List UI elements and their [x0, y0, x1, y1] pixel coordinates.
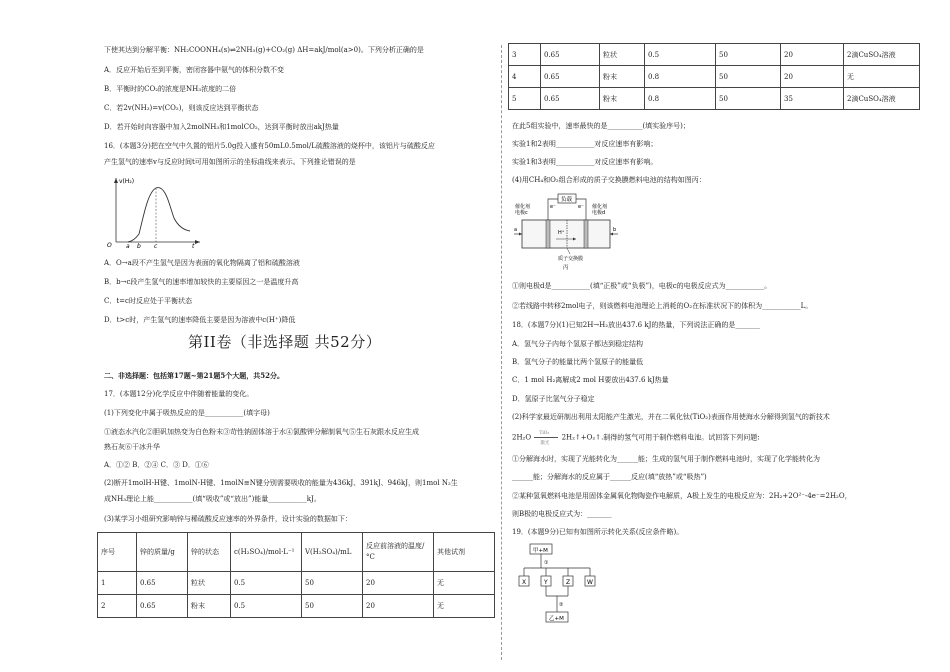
y-axis-arrow: [114, 178, 118, 183]
cell: 无: [844, 66, 920, 88]
fastest-question: 在此5组实验中，速率最快的是__________(填实验序号)；: [512, 122, 690, 130]
q18-part2-sub2b: 则B极的电极反应式为：_______: [512, 510, 612, 518]
cell: 20: [363, 572, 434, 595]
node-z-label: Z: [566, 579, 571, 586]
cell: 35: [781, 88, 844, 110]
water-split-equation: [512, 431, 760, 446]
q18-option-d: D．氢原子比氢气分子稳定: [512, 395, 595, 403]
diagram-caption: 丙: [563, 265, 569, 271]
cell: 50: [302, 572, 363, 595]
q17-part3: (3)某学习小组研究影响锌与稀硫酸反应速率的外界条件，设计实验的数据如下：: [104, 515, 352, 523]
q15-option-a: A．反应开始后至到平衡，密闭容器中氨气的体积分数不变: [104, 66, 285, 74]
electrode-d: [584, 220, 588, 248]
cell: 50: [716, 66, 781, 88]
electron-right: e⁻: [578, 204, 584, 210]
cell: 粉末: [188, 595, 231, 618]
cell: 20: [781, 66, 844, 88]
node-x-label: X: [522, 579, 527, 586]
q18-part2-sub1a: ①分解海水时，实现了光能转化为______能；生成的氢气用于制作燃料电池时，实现了化学能转化为: [512, 455, 820, 463]
cell: 0.65: [541, 66, 600, 88]
eq-products: 2H₂↑+O₂↑.制得的氢气可用于制作燃料电池。试回答下列问题:: [561, 433, 760, 442]
cell: 2滴CuSO₄溶液: [844, 44, 920, 66]
step-2-mark: ②: [559, 602, 564, 608]
q16-option-c: C．t=c时反应处于平衡状态: [104, 297, 192, 305]
left-electrode-label: 电极c: [515, 210, 528, 216]
th-zinc-mass: 锌的质量/g: [137, 533, 188, 572]
electron-left: e⁻: [550, 204, 556, 210]
th-acid-conc: c(H₂SO₄)/mol·L⁻¹: [231, 533, 302, 572]
right-column: [508, 0, 928, 672]
q17-part1-items-2: 熟石灰⑥干冰升华: [104, 443, 160, 451]
q17-part1-items-1: ①液态水汽化②胆矾加热变为白色粉末③苛性钠固体溶于水④氯酸钾分解制氧气⑤生石灰跟水反应生成: [104, 428, 419, 436]
graph-tick-c: c: [154, 243, 158, 248]
cell: 0.5: [231, 595, 302, 618]
exp13-question: 实验1和3表明___________对反应速率有影响。: [512, 158, 658, 166]
cell: 3: [509, 44, 541, 66]
right-catalyst-label: 催化剂: [592, 204, 608, 210]
inlet-a-label: a: [514, 227, 518, 233]
q18-part2-sub2a: ②某种氢氧燃料电池是用固体金属氧化物陶瓷作电解质，A极上发生的电极反应为：2H₂+2O²⁻-4e⁻=2H₂O，: [512, 492, 852, 500]
cell: 20: [363, 595, 434, 618]
cell: 50: [716, 44, 781, 66]
q17-4-sub2: ②若线路中转移2mol电子，则该燃料电池理论上消耗的O₂在标准状况下的体积为___________L。: [512, 302, 813, 310]
q17-stem: 17．(本题12分)化学反应中伴随着能量的变化。: [104, 390, 254, 398]
cell: 无: [434, 595, 495, 618]
q18-option-b: B．氢气分子的能量比两个氢原子的能量低: [512, 358, 644, 366]
eq-catalyst: TiO₂: [539, 431, 550, 436]
q15-intro: 下使其达到分解平衡：NH₂COONH₄(s)⇌2NH₃(g)+CO₂(g) ΔH=akJ/mol(a>0)。下列分析正确的是: [104, 46, 424, 54]
cell: 0.65: [137, 595, 188, 618]
x-axis-arrow: [195, 240, 200, 244]
q15-option-d: D．若开始时向容器中加入2molNH₃和1molCO₂，达到平衡时放出akJ热量: [104, 123, 339, 131]
graph-ylabel: v(H₂): [119, 178, 135, 185]
load-label: 负载: [561, 197, 573, 203]
cell: 0.5: [231, 572, 302, 595]
graph-xlabel: t: [192, 243, 195, 248]
left-catalyst-label: 催化剂: [515, 204, 531, 210]
cell: 20: [781, 44, 844, 66]
q16-stem-1: 16．(本题3分)把在空气中久置的铝片5.0g投入盛有50mL0.5mol/L硫酸溶液的烧杯中，该铝片与硫酸反应: [104, 142, 435, 150]
q18-part2-sub1b: ______能；分解海水的反应属于______反应(填“放热”或“吸热”): [512, 473, 707, 481]
q16-stem-2: 产生氢气的速率v与反应时间t可用如图所示的坐标曲线来表示。下列推论错误的是: [104, 158, 356, 166]
cell: 4: [509, 66, 541, 88]
section-title: 第II卷（非选择题 共52分）: [188, 333, 382, 351]
cell: 0.8: [645, 66, 716, 88]
th-other-reagent: 其他试剂: [434, 533, 495, 572]
table-row: [98, 572, 495, 595]
cell: 0.65: [137, 572, 188, 595]
cell: 粉末: [600, 66, 645, 88]
node-bottom-label: 乙+M: [549, 616, 564, 622]
cell: 0.8: [645, 88, 716, 110]
cell: 50: [716, 88, 781, 110]
step-1-mark: ①: [544, 560, 549, 566]
node-y-label: Y: [544, 579, 548, 586]
eq-condition: 激光: [540, 441, 550, 446]
cell: 1: [98, 572, 137, 595]
cell: 0.5: [645, 44, 716, 66]
cell: 0.65: [541, 44, 600, 66]
q17-part1: (1)下列变化中属于吸热反应的是___________(填字母): [104, 409, 270, 417]
node-w-label: W: [587, 579, 593, 586]
q17-part2-1: (2)断开1molH-H键、1molN-H键、1molN≡N键分别需要吸收的能量为436kJ、391kJ、946kJ，则1mol N₂生: [104, 479, 458, 487]
eq-reactant: 2H₂O: [512, 433, 532, 442]
q18-option-c: C．1 mol H₂离解成2 mol H要放出437.6 kJ热量: [512, 376, 669, 384]
cell: 粒状: [188, 572, 231, 595]
right-electrode-label: 电极d: [592, 210, 606, 216]
q18-stem: 18．(本题7分)(1)已知2H→H₂放出437.6 kJ的热量，下列说法正确的是_______: [512, 321, 760, 329]
q16-option-b: B．b→c段产生氢气的速率增加较快的主要原因之一是温度升高: [104, 278, 299, 286]
q17-4-sub1: ①则电极d是___________(填“正极”或“负极”)，电极c的电极反应式为___________。: [512, 282, 772, 290]
th-index: 序号: [98, 533, 137, 572]
membrane-label: 质子交换膜: [558, 256, 584, 262]
eq-arrow: [533, 431, 559, 446]
th-acid-volume: V(H₂SO₄)/mL: [302, 533, 363, 572]
section-note: 二、非选择题：包括第17题~第21题5个大题，共52分。: [104, 371, 284, 380]
cell: 5: [509, 88, 541, 110]
cell-body: [522, 220, 610, 248]
graph-tick-a: a: [126, 243, 130, 248]
th-temperature: 反应前溶液的温度/°C: [363, 533, 434, 572]
q19-stem: 19．(本题9分)已知有如图所示转化关系(反应条件略)。: [512, 528, 684, 536]
cell: 2滴CuSO₄溶液: [844, 88, 920, 110]
q16-option-a: A．O→a段不产生氢气是因为表面的氧化物隔离了铝和硫酸溶液: [104, 259, 300, 267]
q17-part2-2: 成NH₃理论上能___________(填“吸收”或“放出”)能量___________kJ。: [104, 495, 321, 503]
cell: 2: [98, 595, 137, 618]
conversion-scheme: [514, 542, 614, 628]
q17-part4: (4)用CH₄和O₂组合形成的质子交换膜燃料电池的结构如图丙：: [512, 176, 706, 184]
fuel-cell-diagram: [514, 192, 618, 272]
table-row: [98, 595, 495, 618]
q18-part2-stem: (2)科学家最近研制出利用太阳能产生激光，并在二氧化钛(TiO₂)表面作用使海水分解得到氢气的新技术: [512, 413, 830, 421]
inlet-a-arrow: [519, 233, 522, 236]
rate-time-graph: [104, 174, 204, 248]
electrode-c: [546, 220, 550, 248]
exp12-question: 实验1和2表明___________对反应速率有影响；: [512, 140, 658, 148]
q15-option-c: C．若2v(NH₃)=v(CO₂)，则该反应达到平衡状态: [104, 104, 259, 112]
eq-arrow-line: [534, 437, 558, 438]
q18-option-a: A．氢气分子内每个氢原子都达到稳定结构: [512, 340, 644, 348]
q16-option-d: D．t>c时，产生氢气的速率降低主要是因为溶液中c(H⁺)降低: [104, 316, 296, 324]
cell: 粉末: [600, 88, 645, 110]
inlet-b-label: b: [613, 227, 617, 233]
graph-tick-b: b: [137, 243, 141, 248]
cell: 0.65: [541, 88, 600, 110]
experiment-table-part1: [97, 532, 495, 618]
cell: 无: [434, 572, 495, 595]
th-zinc-state: 锌的状态: [188, 533, 231, 572]
cell: 粒状: [600, 44, 645, 66]
cell: 50: [302, 595, 363, 618]
column-divider: [501, 45, 502, 660]
membrane-leader: [567, 248, 570, 254]
graph-origin: O: [107, 242, 112, 248]
table-header-row: [98, 533, 495, 572]
rate-curve: [128, 188, 190, 242]
q15-option-b: B．平衡时的CO₂的浓度是NH₃浓度的二倍: [104, 85, 237, 93]
proton-label: H⁺: [558, 230, 565, 236]
q17-part1-choices: A．①② B．②④ C．③ D．①⑥: [104, 461, 209, 469]
node-top-label: 甲+M: [533, 548, 548, 554]
